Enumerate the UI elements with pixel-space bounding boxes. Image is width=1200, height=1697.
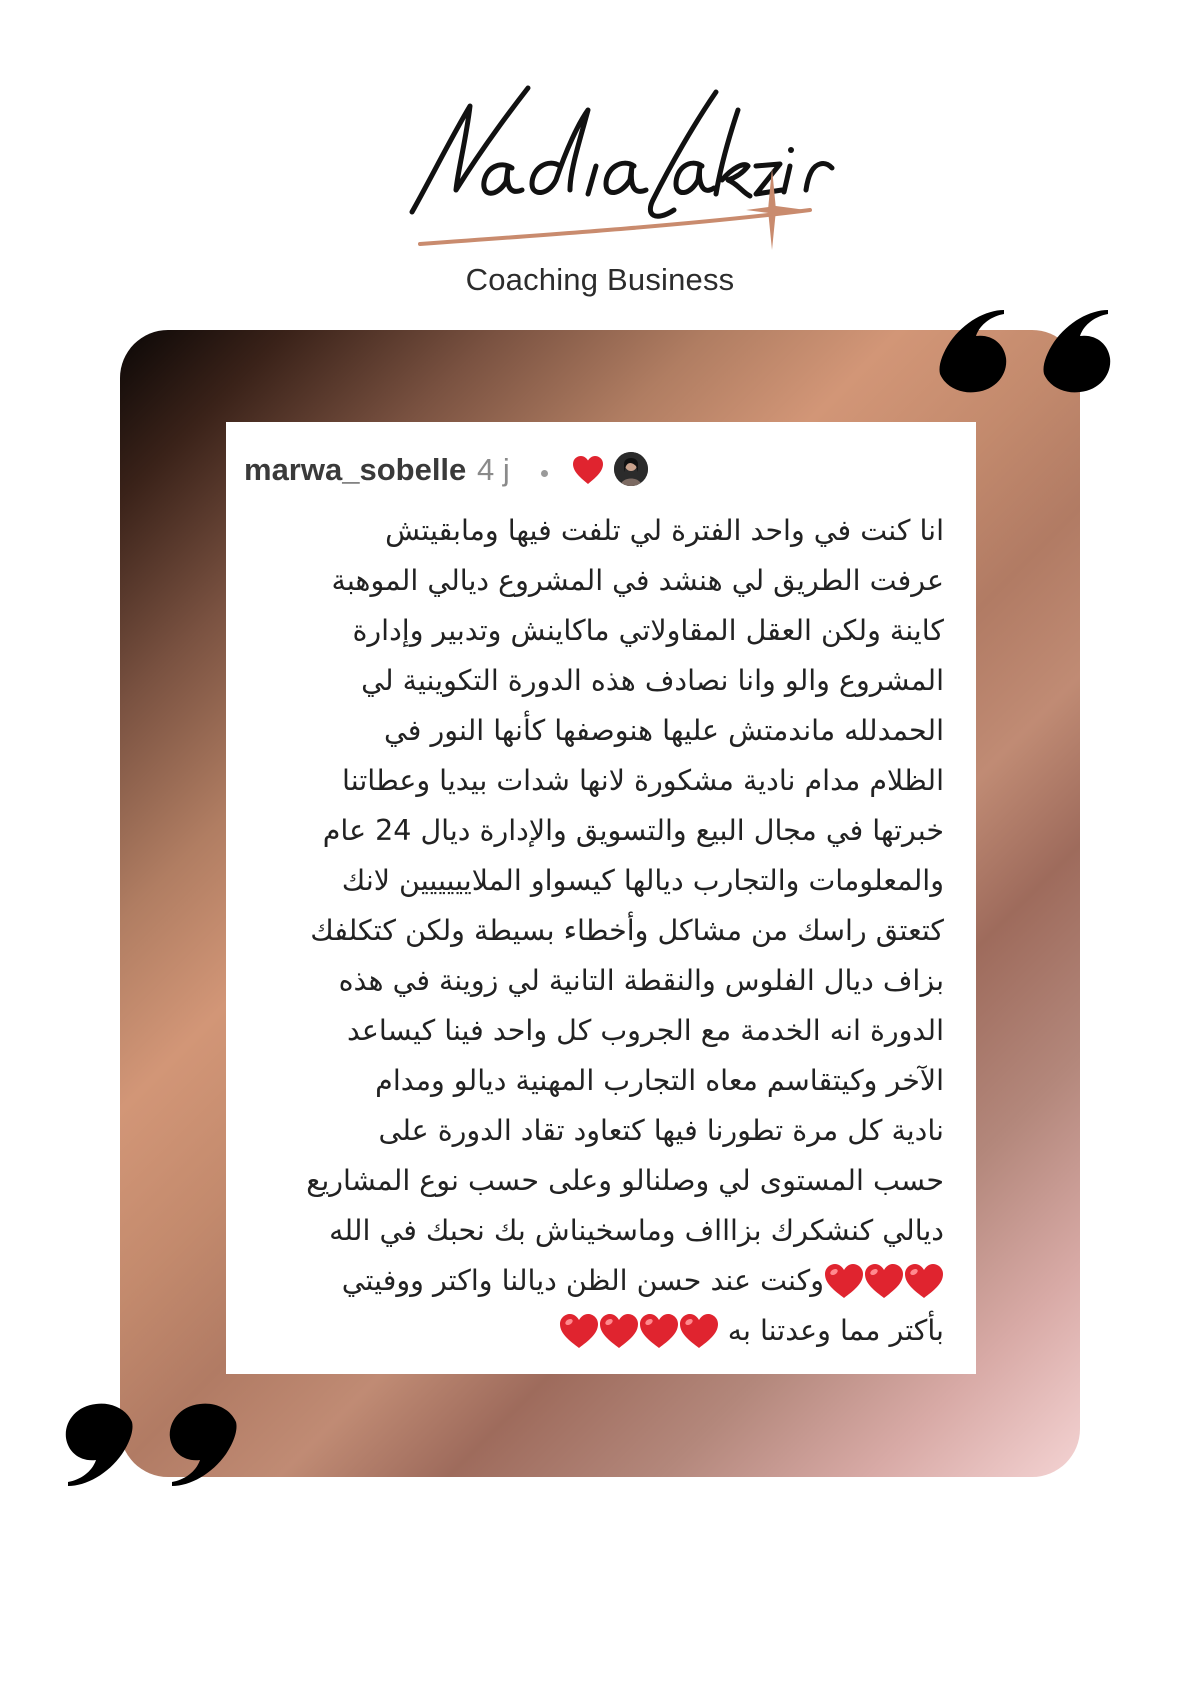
brand-tagline: Coaching Business: [465, 262, 735, 297]
comment-line: بزاف ديال الفلوس والنقطة التانية لي زوينة في هذه: [338, 964, 944, 997]
comment-card: [226, 422, 976, 1374]
heart-emoji: [863, 1262, 905, 1300]
comment-header: [244, 452, 964, 492]
comment-line: حسب المستوى لي وصلنالو وعلى حسب نوع المشاريع: [306, 1164, 944, 1197]
comment-line: الدورة انه الخدمة مع الجروب كل واحد فينا كيساعد: [346, 1014, 944, 1047]
signature-logo: [0, 40, 1200, 270]
heart-emoji: [823, 1262, 865, 1300]
comment-line: الحمدلله ماندمتش عليها هنوصفها كأنها النور في: [384, 714, 944, 747]
comment-line: انا كنت في واحد الفترة لي تلفت فيها ومابقيتش: [385, 514, 944, 547]
heart-emoji: [903, 1262, 945, 1300]
comment-line: الظلام مدام نادية مشكورة لانها شدات بيديا وعطاتنا: [342, 764, 944, 797]
comment-line: عرفت الطريق لي هنشد في المشروع ديالي الموهبة: [331, 564, 944, 597]
quote-close-icon: [48, 1402, 244, 1534]
comment-text: [244, 506, 944, 1356]
comment-line-with-hearts: [244, 1256, 944, 1306]
comment-line: والمعلومات والتجارب ديالها كيسواو الملايييييين لانك: [341, 864, 944, 897]
heart-emoji: [558, 1312, 600, 1350]
quote-open-icon: [932, 262, 1128, 394]
heart-icon[interactable]: [571, 454, 605, 486]
comment-time: 4 j: [477, 452, 510, 487]
comment-username[interactable]: marwa_sobelle: [244, 452, 467, 487]
separator-dot: [541, 470, 548, 477]
heart-emoji: [678, 1312, 720, 1350]
brand-logo: [0, 40, 1200, 297]
comment-line: كتعتق راسك من مشاكل وأخطاء بسيطة ولكن كتكلفك: [310, 914, 944, 947]
heart-emoji: [598, 1312, 640, 1350]
comment-line: خبرتها في مجال البيع والتسويق والإدارة ديال 24 عام: [322, 814, 944, 847]
comment-line: وكنت عند حسن الظن ديالنا واكتر ووفيتي: [341, 1264, 824, 1297]
heart-emoji-group: [824, 1262, 944, 1302]
heart-emoji: [638, 1312, 680, 1350]
avatar[interactable]: [614, 452, 648, 486]
comment-line: نادية كل مرة تطورنا فيها كتعاود تقاد الدورة على: [378, 1114, 944, 1147]
heart-emoji-group: [559, 1312, 719, 1352]
comment-line-with-hearts: [244, 1306, 944, 1356]
comment-line: المشروع والو وانا نصادف هذه الدورة التكوينية لي: [361, 664, 944, 697]
comment-line: الآخر وكيتقاسم معاه التجارب المهنية ديالو ومدام: [375, 1064, 944, 1097]
comment-line: ديالي كنشكرك بزاااف وماسخيناش بك نحبك في الله: [329, 1214, 944, 1247]
comment-line: كاينة ولكن العقل المقاولاتي ماكاينش وتدبير وإدارة: [352, 614, 944, 647]
comment-line: بأكتر مما وعدتنا به: [727, 1314, 944, 1347]
